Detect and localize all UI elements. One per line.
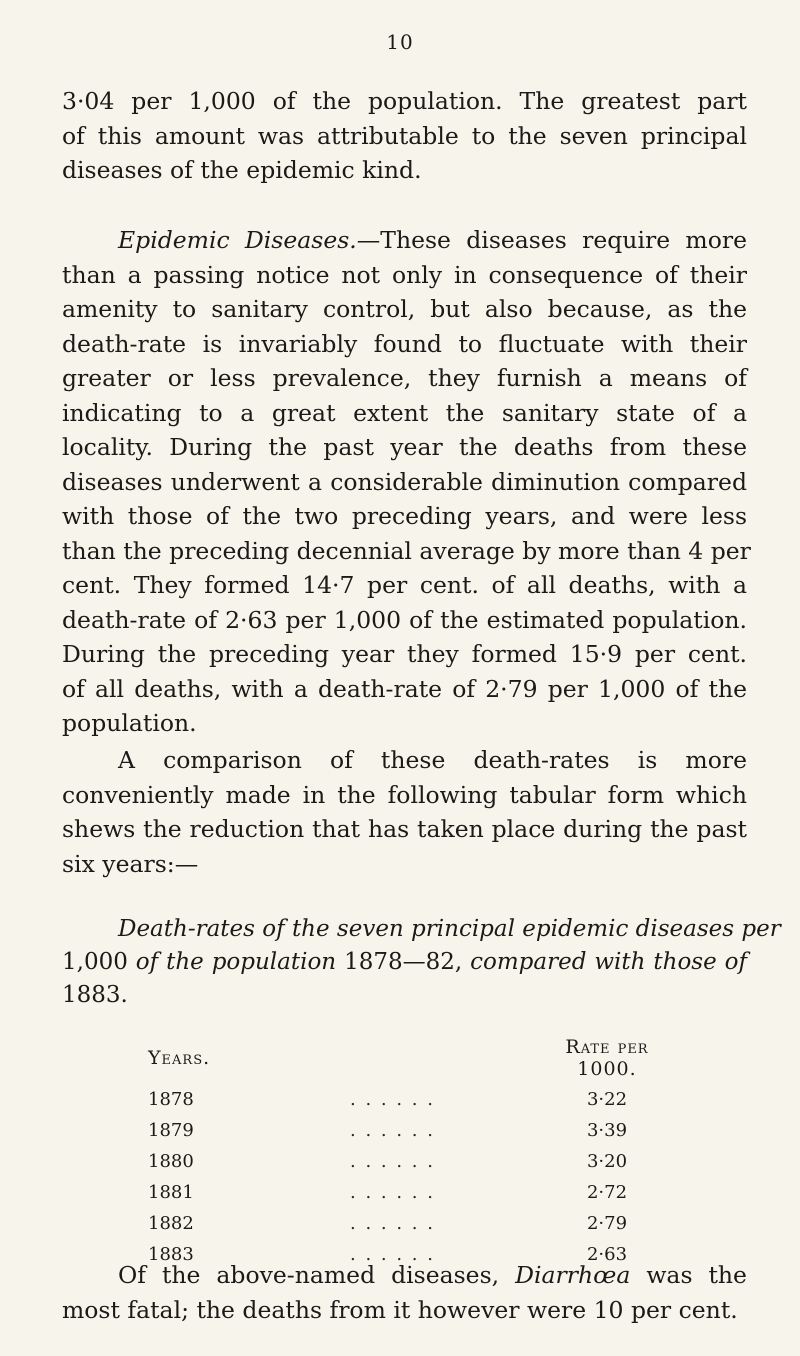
table-caption xyxy=(62,913,781,1012)
rate-cell: 2·63 xyxy=(586,1244,628,1265)
rate-cell: 3·39 xyxy=(586,1120,628,1141)
dot-leader: . . . . . . xyxy=(350,1151,435,1172)
death-rate-table xyxy=(148,1035,678,1270)
caption-line xyxy=(62,913,781,946)
caption-line xyxy=(62,946,747,979)
year-cell: 1883 xyxy=(148,1244,194,1265)
paragraph-epidemic-diseases xyxy=(62,223,751,741)
dot-leader: . . . . . . xyxy=(350,1213,435,1234)
text-line: most fatal; the deaths from it however were 10 per cent. xyxy=(62,1295,738,1324)
table-header-row xyxy=(148,1035,678,1084)
header-spacer xyxy=(249,1035,536,1084)
dot-leader: . . . . . . xyxy=(350,1089,435,1110)
table-row xyxy=(148,1146,678,1177)
text-line: with those of the two preceding years, and were less xyxy=(62,502,747,530)
text-fragment: was the xyxy=(646,1261,747,1289)
text-line: greater or less prevalence, they furnish a means of xyxy=(62,364,747,392)
year-cell: 1882 xyxy=(148,1213,194,1234)
rate-cell: 2·72 xyxy=(586,1182,628,1203)
dot-leader: . . . . . . xyxy=(350,1244,435,1265)
text-line: diseases underwent a considerable diminution compared xyxy=(62,467,747,496)
rate-cell: 3·22 xyxy=(586,1089,628,1110)
text-line xyxy=(62,1258,747,1293)
caption-text: 1878—82, xyxy=(344,949,463,975)
disease-name: Diarrhœa xyxy=(515,1261,631,1289)
caption-text: compared with those of xyxy=(470,949,747,975)
table-row xyxy=(148,1208,678,1239)
paragraph-1 xyxy=(62,84,747,188)
section-heading: Epidemic Diseases. xyxy=(118,226,357,254)
text-line: than a passing notice not only in consequence of their xyxy=(62,260,747,289)
text-line: amenity to sanitary control, but also because, as the xyxy=(62,295,747,323)
rate-cell: 2·79 xyxy=(586,1213,628,1234)
text-line: of this amount was attributable to the seven principal xyxy=(62,121,747,150)
dot-leader: . . . . . . xyxy=(350,1120,435,1141)
text-line: population. xyxy=(62,709,197,737)
text-line: diseases of the epidemic kind. xyxy=(62,156,422,184)
text-line: indicating to a great extent the sanitary state of a xyxy=(62,398,747,427)
header-rate: Rate per 1000. xyxy=(565,1036,649,1080)
caption-text: 1,000 xyxy=(62,949,128,975)
dot-leader: . . . . . . xyxy=(350,1182,435,1203)
paragraph-diarrhoea xyxy=(62,1258,747,1327)
text-line: During the preceding year they formed 15·9 per cent. xyxy=(62,640,747,668)
caption-text: of the population xyxy=(135,949,337,975)
text-line xyxy=(62,223,747,258)
page-number: 10 xyxy=(386,30,414,54)
text-line: A comparison of these death-rates is more xyxy=(118,746,747,774)
table-row xyxy=(148,1115,678,1146)
text-line: six years:— xyxy=(62,849,199,878)
caption-line: 1883. xyxy=(62,982,128,1008)
text-line: cent. They formed 14·7 per cent. of all deaths, with a xyxy=(62,571,747,599)
table-row xyxy=(148,1084,678,1115)
caption-text: Death-rates of the seven principal epidemic diseases per xyxy=(118,916,781,942)
year-cell: 1881 xyxy=(148,1182,194,1203)
text-line: locality. During the past year the deaths from these xyxy=(62,433,747,461)
text-line: death-rate of 2·63 per 1,000 of the estimated population. xyxy=(62,605,747,634)
paragraph-comparison xyxy=(62,743,747,881)
rate-cell: 3·20 xyxy=(586,1151,628,1172)
text-line: shews the reduction that has taken place during the past xyxy=(62,815,747,843)
heading-continuation: —These diseases require more xyxy=(356,226,747,254)
year-cell: 1880 xyxy=(148,1151,194,1172)
year-cell: 1879 xyxy=(148,1120,194,1141)
text-line: conveniently made in the following tabular form which xyxy=(62,780,747,809)
text-fragment: Of the above-named diseases, xyxy=(118,1261,500,1289)
text-line: death-rate is invariably found to fluctuate with their xyxy=(62,329,747,358)
text-line: 3·04 per 1,000 of the population. The greatest part xyxy=(62,87,747,115)
text-line: of all deaths, with a death-rate of 2·79 per 1,000 of the xyxy=(62,674,747,703)
year-cell: 1878 xyxy=(148,1089,194,1110)
header-years: Years. xyxy=(148,1047,211,1069)
text-line: than the preceding decennial average by more than 4 per xyxy=(62,536,751,565)
table-row xyxy=(148,1177,678,1208)
